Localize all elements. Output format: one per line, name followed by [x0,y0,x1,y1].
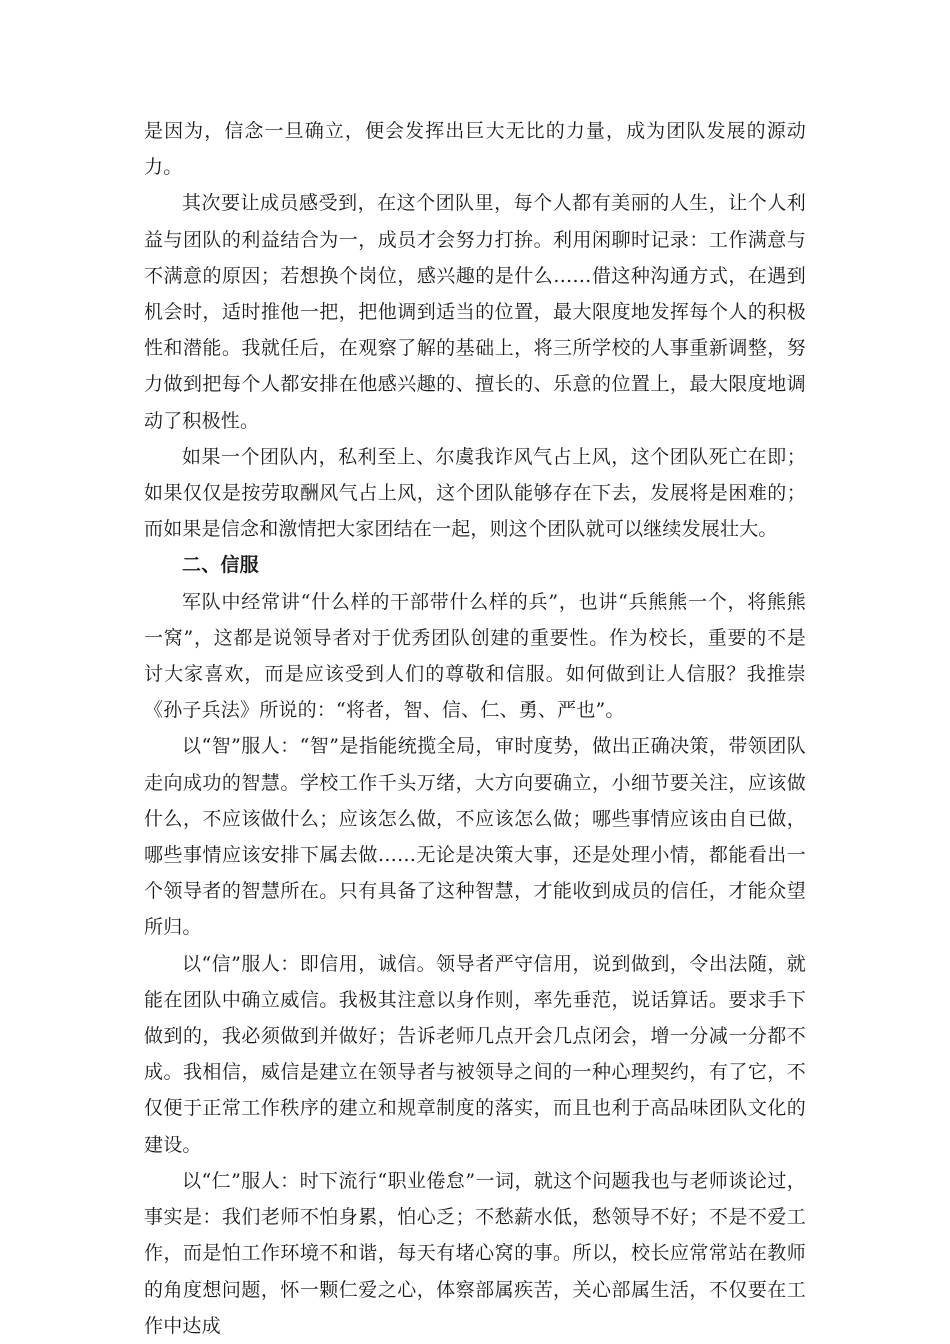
paragraph-3: 如果一个团队内，私利至上、尔虞我诈风气占上风，这个团队死亡在即；如果仅仅是按劳取酬风气占上风，这个团队能够存在下去，发展将是困难的；而如果是信念和激情把大家团结在一起，则这个团队就可以继续发展壮大。 [144,445,806,541]
paragraph-1: 是因为，信念一旦确立，便会发挥出巨大无比的力量，成为团队发展的源动力。 [144,120,806,179]
paragraph-5: 以“智”服人：“智”是指能统揽全局，审时度势，做出正确决策，带领团队走向成功的智慧。学校工作千头万绪，大方向要确立，小细节要关注，应该做什么，不应该做什么；应该怎么做，不应该怎么做；哪些事情应该由自已做，哪些事情应该安排下属去做……无论是决策大事，还是处理小情，都能看出一个领导者的智慧所在。只有具备了这种智慧，才能收到成员的信任，才能众望所归。 [144,735,806,939]
paragraph-6: 以“信”服人：即信用，诚信。领导者严守信用，说到做到，令出法随，就能在团队中确立威信。我极其注意以身作则，率先垂范，说话算话。要求手下做到的，我必须做到并做好；告诉老师几点开会几点闭会，增一分减一分都不成。我相信，威信是建立在领导者与被领导之间的一种心理契约，有了它，不仅便于正常工作秩序的建立和规章制度的落实，而且也利于高品味团队文化的建设。 [144,952,806,1156]
document-body [144,113,806,1344]
paragraph-2: 其次要让成员感受到，在这个团队里，每个人都有美丽的人生，让个人利益与团队的利益结合为一，成员才会努力打拚。利用闲聊时记录：工作满意与不满意的原因；若想换个岗位，感兴趣的是什么……借这种沟通方式，在遇到机会时，适时推他一把，把他调到适当的位置，最大限度地发挥每个人的积极性和潜能。我就任后，在观察了解的基础上，将三所学校的人事重新调整，努力做到把每个人都安排在他感兴趣的、擅长的、乐意的位置上，最大限度地调动了积极性。 [144,192,806,432]
paragraph-7: 以“仁”服人：时下流行“职业倦怠”一词，就这个问题我也与老师谈论过，事实是：我们老师不怕身累，怕心乏；不愁薪水低，愁领导不好；不是不爱工作，而是怕工作环境不和谐，每天有堵心窝的事。所以，校长应常常站在教师的角度想问题，怀一颗仁爱之心，体察部属疾苦，关心部属生活，不仅要在工作中达成 [144,1169,806,1337]
paragraph-4: 军队中经常讲“什么样的干部带什么样的兵”，也讲“兵熊熊一个，将熊熊一窝”，这都是说领导者对于优秀团队创建的重要性。作为校长，重要的不是讨大家喜欢，而是应该受到人们的尊敬和信服。如何做到让人信服？我推崇《孙子兵法》所说的：“将者，智、信、仁、勇、严也”。 [144,590,806,722]
section-heading: 二、信服 [182,554,259,577]
